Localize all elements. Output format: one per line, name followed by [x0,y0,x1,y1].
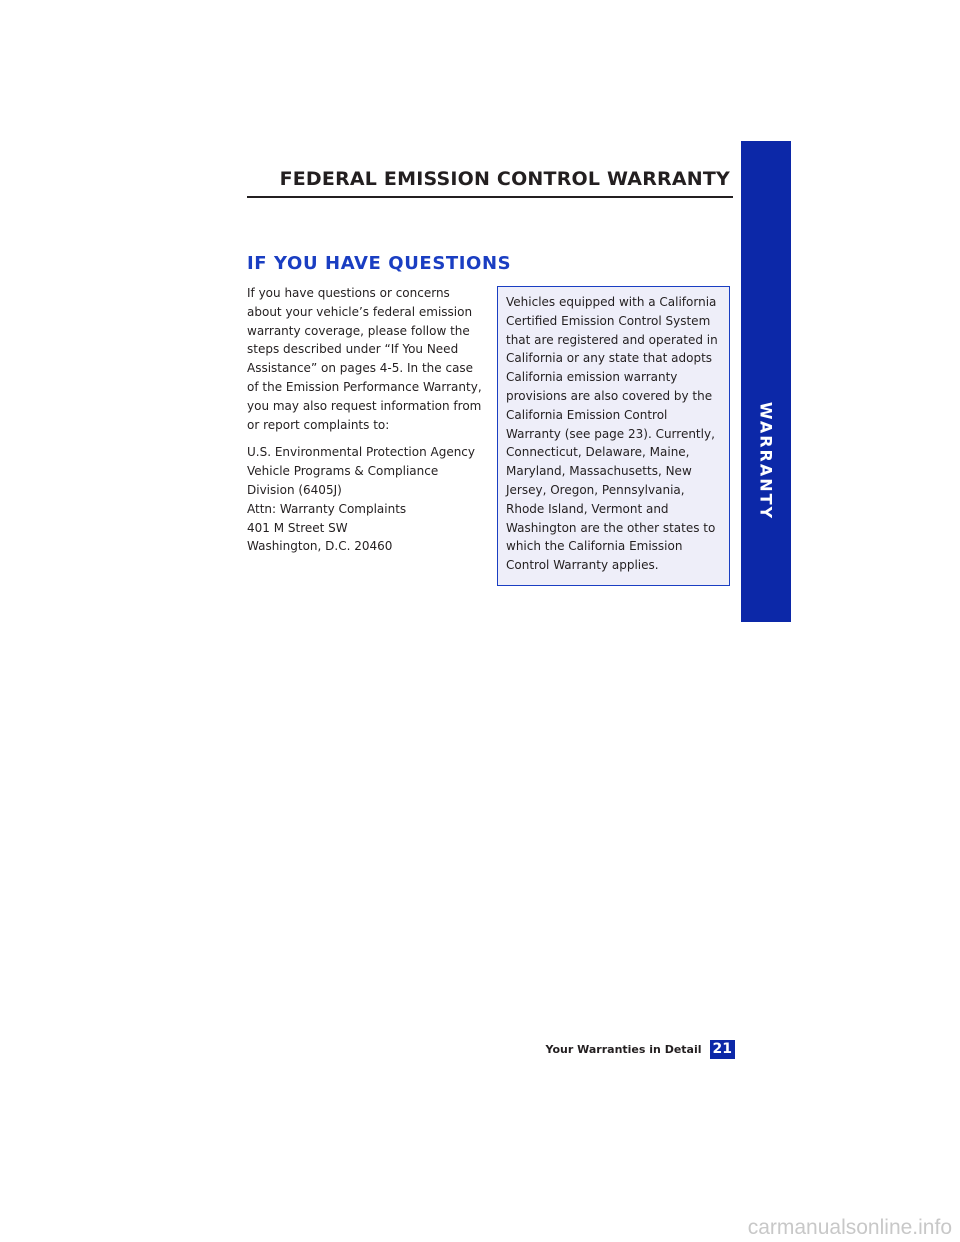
watermark: carmanualsonline.info [747,1216,952,1239]
page-footer [546,1040,735,1059]
address-line: Vehicle Programs & Compliance [247,464,439,479]
address-line: Washington, D.C. 20460 [247,539,393,554]
address-line: U.S. Environmental Protection Agency [247,445,476,460]
address-line: Attn: Warranty Complaints [247,501,407,516]
callout-text: Vehicles equipped with a California Certified Emission Control System that are registered and operated in California or any state that adopts California emission warranty provisions are also covered by the California Emission Control Warranty (see page 23). Currently, Connecticut, Delaware, Maine, Maryland, Massachusetts, New Jersey, Oregon, Pennsylvania, Rhode Island, Vermont and Washington are the other states to which the California Emission Control Warranty applies. [506,295,718,573]
side-tab [741,141,791,622]
page-header [247,166,733,198]
side-tab-label: WARRANTY [756,401,776,521]
section-heading: IF YOU HAVE QUESTIONS [247,253,512,274]
california-callout-box [497,286,730,586]
address-line: Division (6405J) [247,482,342,497]
footer-label: Your Warranties in Detail [545,1043,702,1056]
page-number: 21 [710,1040,735,1059]
questions-intro: If you have questions or concerns about your vehicle’s federal emission warranty coverage, please follow the steps described under “If You Need Assistance” on pages 4-5. In the case of the Emission Performance Warranty, you may also request information from or report complaints to: [247,286,482,432]
address-line: 401 M Street SW [247,520,348,535]
page-title: FEDERAL EMISSION CONTROL WARRANTY [279,168,730,190]
questions-column [247,284,487,565]
epa-address [247,443,487,556]
